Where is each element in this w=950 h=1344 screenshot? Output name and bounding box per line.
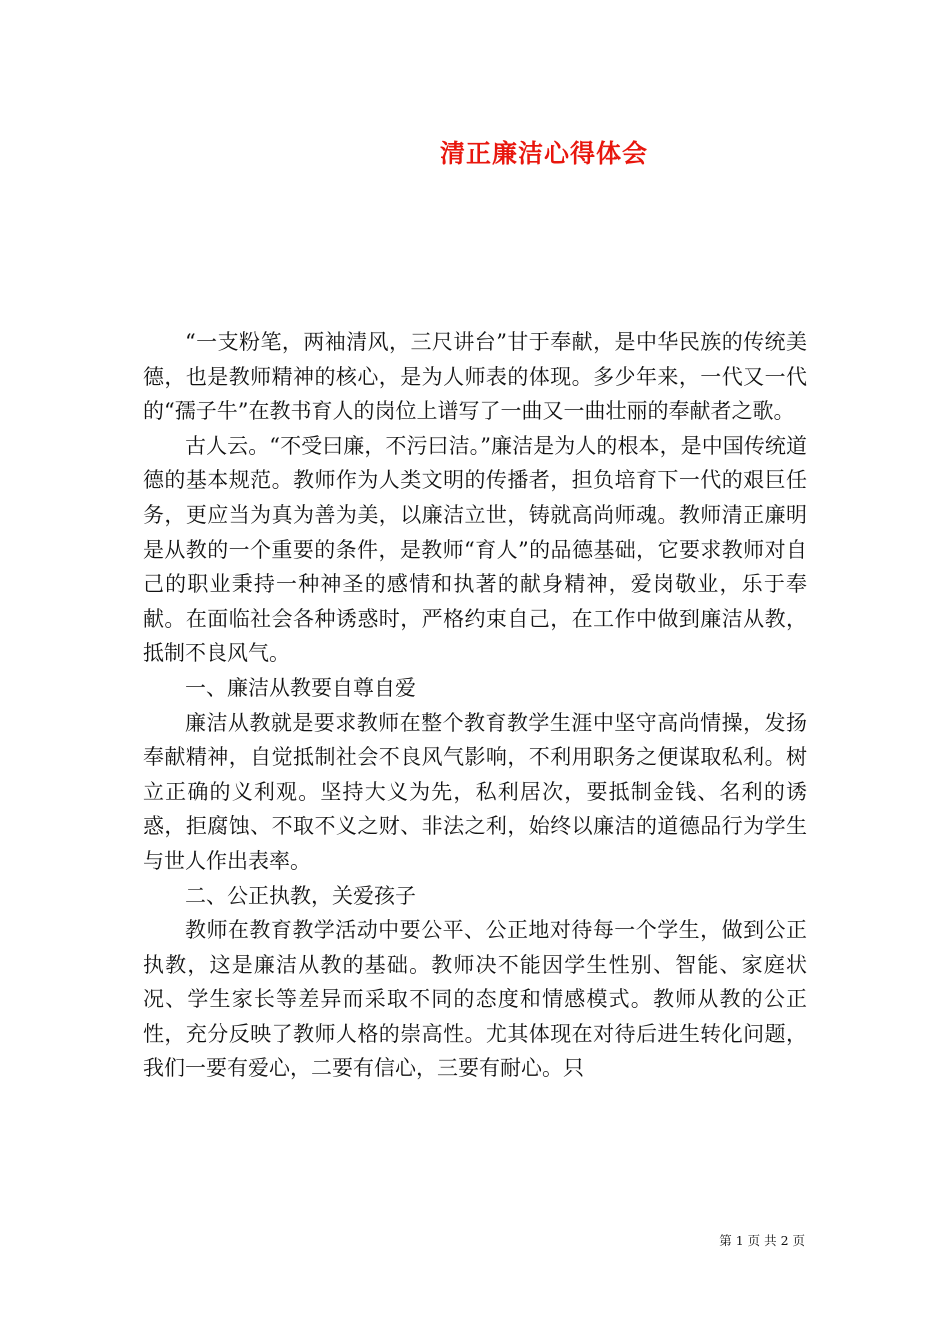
page-number-footer: 第 1 页 共 2 页 [719, 1233, 805, 1248]
paragraph-section-2: 教师在教育教学活动中要公平、公正地对待每一个学生，做到公正执教，这是廉洁从教的基础。教师决不能因学生性别、智能、家庭状况、学生家长等差异而采取不同的态度和情感模式。教师从教的公正性，充分反映了教师人格的崇高性。尤其体现在对待后进生转化问题，我们一要有爱心，二要有信心，三要有耐心。只 [143, 918, 807, 1081]
paragraph-section-1: 廉洁从教就是要求教师在整个教育教学生涯中坚守高尚情操，发扬奉献精神，自觉抵制社会不良风气影响，不利用职务之便谋取私利。树立正确的义利观。坚持大义为先，私利居次，要抵制金钱、名利的诱惑，拒腐蚀、不取不义之财、非法之利，始终以廉洁的道德品行为学生与世人作出表率。 [143, 710, 807, 873]
document-body [143, 325, 807, 1086]
paragraph-ancient-saying: 古人云。“不受曰廉，不污曰洁。”廉洁是为人的根本，是中国传统道德的基本规范。教师作为人类文明的传播者，担负培育下一代的艰巨任务，更应当为真为善为美，以廉洁立世，铸就高尚师魂。教师清正廉明是从教的一个重要的条件，是教师“育人”的品德基础，它要求教师对自己的职业秉持一种神圣的感情和执著的献身精神，爱岗敬业，乐于奉献。在面临社会各种诱惑时，严格约束自己，在工作中做到廉洁从教，抵制不良风气。 [143, 433, 807, 666]
paragraph-intro: “一支粉笔，两袖清风，三尺讲台”甘于奉献，是中华民族的传统美德，也是教师精神的核心，是为人师表的体现。多少年来，一代又一代的“孺子牛”在教书育人的岗位上谱写了一曲又一曲壮丽的奉献者之歌。 [143, 330, 807, 424]
document-title: 清正廉洁心得体会 [440, 139, 649, 168]
section-heading-2: 二、公正执教，关爱孩子 [185, 883, 416, 908]
section-heading-1: 一、廉洁从教要自尊自爱 [185, 675, 416, 700]
